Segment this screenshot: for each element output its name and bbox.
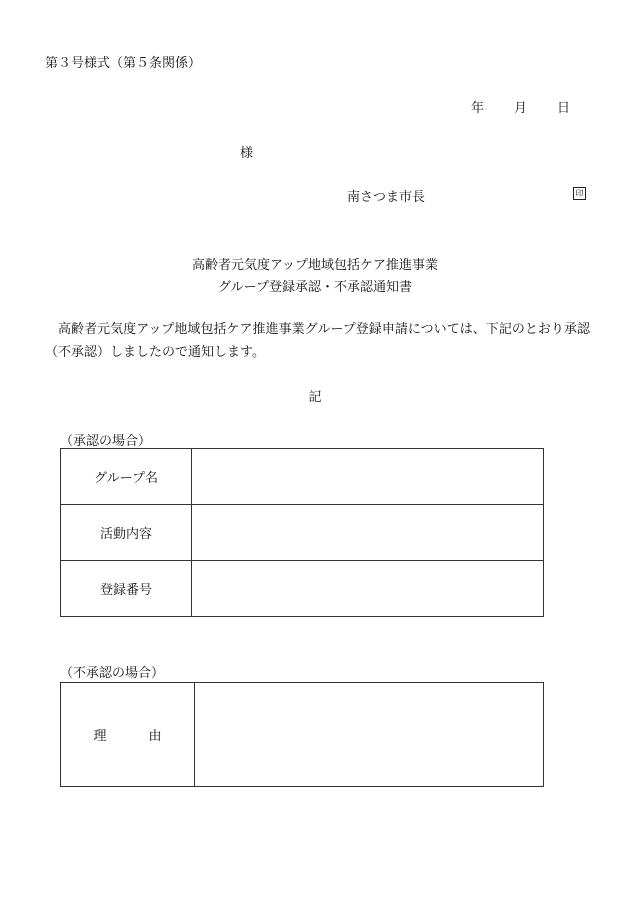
addressee-suffix: 様 [240, 146, 254, 161]
group-name-label: グループ名 [61, 449, 192, 505]
document-title-line2: グループ登録承認・不承認通知書 [218, 280, 412, 295]
rejection-table [60, 682, 544, 787]
date-line [471, 97, 570, 116]
document-title-line1: 高齢者元気度アップ地域包括ケア推進事業 [191, 258, 439, 273]
table-row [61, 683, 544, 787]
approval-section-heading: （承認の場合） [60, 434, 152, 449]
table-row [61, 449, 544, 505]
form-number-label: 第３号様式（第５条関係） [45, 56, 202, 71]
reason-label-part2: 由 [148, 729, 162, 744]
rejection-section-heading: （不承認の場合） [60, 666, 165, 681]
notice-body-text: 高齢者元気度アップ地域包括ケア推進事業グループ登録申請については、下記のとおり承認（不承認）しましたので通知します。 [45, 322, 590, 360]
date-month: 月 [513, 101, 527, 116]
approval-table [60, 448, 544, 617]
activity-content-field[interactable] [192, 505, 544, 561]
group-name-field[interactable] [192, 449, 544, 505]
registration-number-label: 登録番号 [61, 561, 192, 617]
reason-label [61, 683, 195, 787]
issuer-name: 南さつま市長 [347, 190, 426, 205]
table-row [61, 505, 544, 561]
reason-field[interactable] [195, 683, 544, 787]
reason-label-part1: 理 [93, 729, 107, 744]
date-year: 年 [470, 101, 484, 116]
table-row [61, 561, 544, 617]
date-day: 日 [556, 101, 570, 116]
registration-number-field[interactable] [192, 561, 544, 617]
activity-content-label: 活動内容 [61, 505, 192, 561]
seal-mark: 印 [573, 187, 586, 200]
ki-heading: 記 [308, 390, 322, 405]
